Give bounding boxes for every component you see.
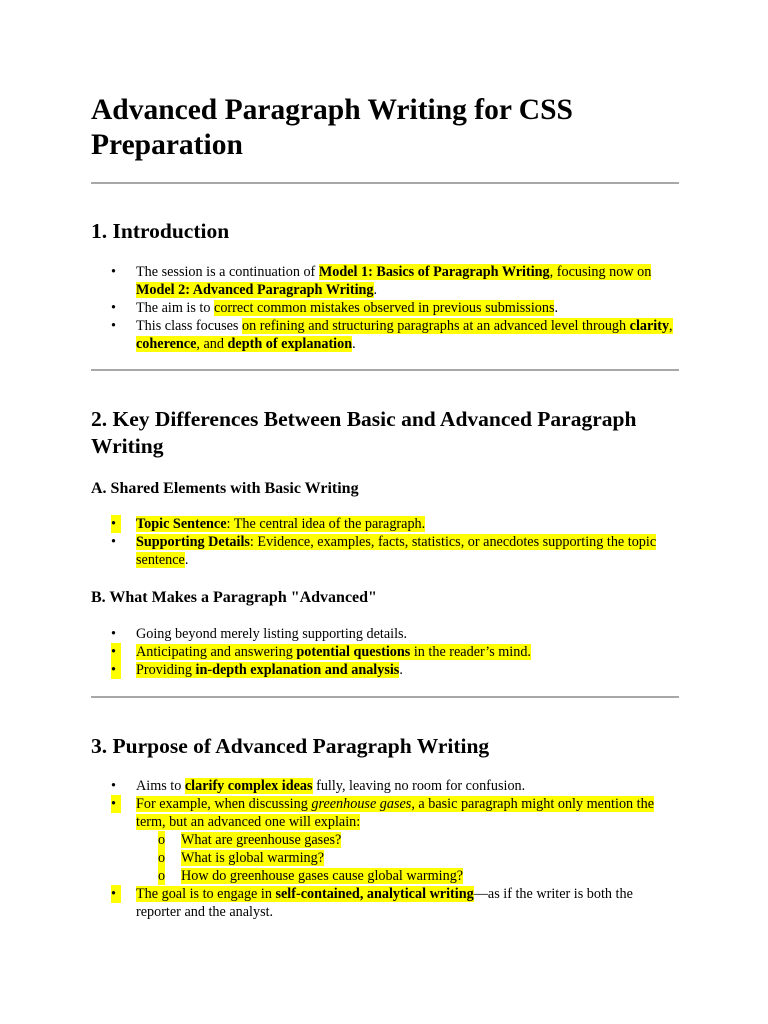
introduction-list	[91, 263, 679, 353]
section-divider	[91, 369, 679, 371]
circle-bullet-icon	[158, 867, 165, 885]
sub-list-item: o What is global warming?	[136, 849, 679, 867]
bullet-icon	[111, 661, 121, 679]
bullet-icon	[111, 795, 121, 813]
bullet-icon	[111, 515, 121, 533]
list-item: • Aims to clarify complex ideas fully, leaving no room for confusion.	[91, 777, 679, 795]
list-item: • This class focuses on refining and structuring paragraphs at an advanced level through clarity, coherence, and depth of explanation.	[91, 317, 679, 353]
list-item: • Anticipating and answering potential questions in the reader’s mind.	[91, 643, 679, 661]
subsection-heading-shared-elements: A. Shared Elements with Basic Writing	[91, 480, 359, 497]
list-item: • The goal is to engage in self-contained, analytical writing—as if the writer is both the reporter and the analyst.	[91, 885, 679, 921]
section-divider	[91, 696, 679, 698]
circle-bullet-icon	[158, 831, 165, 849]
section-divider	[91, 182, 679, 184]
list-item: • The session is a continuation of Model 1: Basics of Paragraph Writing, focusing now on Model 2: Advanced Paragraph Writing.	[91, 263, 679, 299]
list-item: • The aim is to correct common mistakes observed in previous submissions.	[91, 299, 679, 317]
list-item: • Going beyond merely listing supporting details.	[91, 625, 679, 643]
list-item: • Topic Sentence: The central idea of the paragraph.	[91, 515, 679, 533]
bullet-icon	[111, 625, 121, 643]
bullet-icon	[111, 777, 121, 795]
section-heading-introduction: 1. Introduction	[91, 219, 230, 243]
shared-elements-list	[91, 515, 679, 569]
circle-bullet-icon	[158, 849, 165, 867]
greenhouse-questions-list	[136, 831, 679, 885]
bullet-icon	[111, 299, 121, 317]
purpose-list	[91, 777, 679, 921]
advanced-features-list	[91, 625, 679, 679]
list-item: • Providing in-depth explanation and analysis.	[91, 661, 679, 679]
bullet-icon	[111, 317, 121, 335]
sub-list-item: o What are greenhouse gases?	[136, 831, 679, 849]
list-item: • For example, when discussing greenhouse gases, a basic paragraph might only mention the term, but an advanced one will explain: o What are greenhouse gases? o What is global warming? o How do greenhouse gases cause global warming?	[91, 795, 679, 885]
section-heading-purpose: 3. Purpose of Advanced Paragraph Writing	[91, 734, 490, 758]
document-title: Advanced Paragraph Writing for CSS Preparation	[91, 94, 573, 161]
section-heading-key-differences: 2. Key Differences Between Basic and Advanced Paragraph Writing	[91, 407, 637, 458]
bullet-icon	[111, 263, 121, 281]
sub-list-item: o How do greenhouse gases cause global warming?	[136, 867, 679, 885]
list-item: • Supporting Details: Evidence, examples, facts, statistics, or anecdotes supporting the topic sentence.	[91, 533, 679, 569]
bullet-icon	[111, 533, 121, 551]
subsection-heading-what-makes-advanced: B. What Makes a Paragraph "Advanced"	[91, 589, 377, 606]
bullet-icon	[111, 885, 121, 903]
bullet-icon	[111, 643, 121, 661]
